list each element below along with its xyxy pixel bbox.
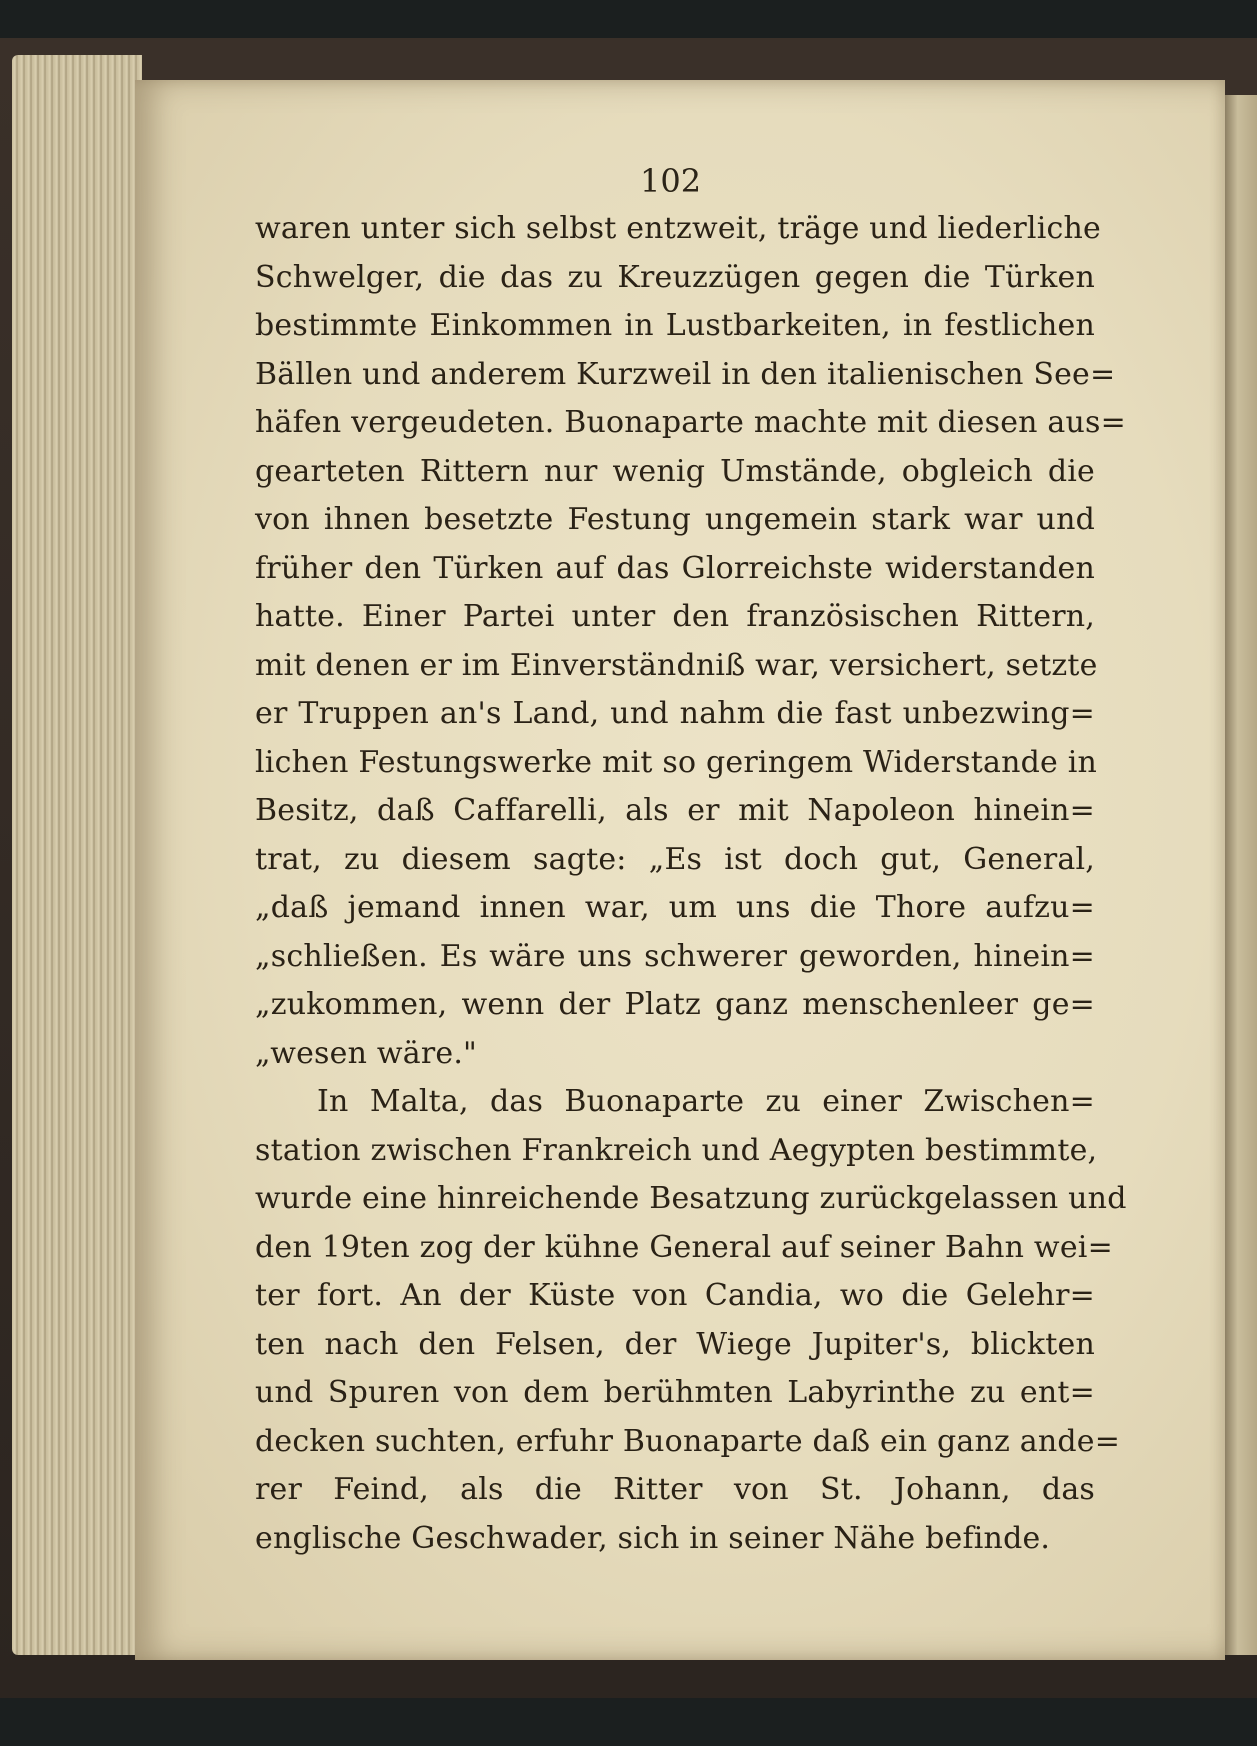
text-line: häfen vergeudeten. Buonaparte machte mit diesen aus= bbox=[255, 405, 1126, 440]
text-line: waren unter sich selbst entzweit, träge und liederliche bbox=[255, 211, 1101, 246]
next-page-edge bbox=[1225, 95, 1257, 1655]
text-line: ter fort. An der Küste von Candia, wo die Gelehr= bbox=[255, 1278, 1095, 1313]
paragraph-start-line: In Malta, das Buonaparte zu einer Zwischen= bbox=[317, 1084, 1095, 1119]
page-stack-edges bbox=[12, 55, 142, 1655]
text-line: trat, zu diesem sagte: „Es ist doch gut, General, bbox=[255, 841, 1095, 877]
text-line: „zukommen, wenn der Platz ganz menschenleer ge= bbox=[255, 987, 1095, 1022]
text-line: englische Geschwader, sich in seiner Nähe befinde. bbox=[255, 1520, 1051, 1556]
text-line: decken suchten, erfuhr Buonaparte daß ein ganz ande= bbox=[255, 1423, 1121, 1459]
text-line: gearteten Rittern nur wenig Umstände, obgleich die bbox=[255, 453, 1095, 489]
text-line: und Spuren von dem berühmten Labyrinthe zu ent= bbox=[255, 1375, 1095, 1410]
text-line: rer Feind, als die Ritter von St. Johann, das bbox=[255, 1472, 1095, 1507]
text-line: hatte. Einer Partei unter den französischen Rittern, bbox=[255, 599, 1095, 634]
text-line: Besitz, daß Caffarelli, als er mit Napoleon hinein= bbox=[255, 793, 1095, 828]
text-line: er Truppen an's Land, und nahm die fast unbezwing= bbox=[255, 696, 1095, 731]
text-line: Schwelger, die das zu Kreuzzügen gegen die Türken bbox=[255, 259, 1095, 295]
text-line: mit denen er im Einverständniß war, versichert, setzte bbox=[255, 647, 1098, 683]
text-line: den 19ten zog der kühne General auf seiner Bahn wei= bbox=[255, 1229, 1113, 1265]
text-line: von ihnen besetzte Festung ungemein stark war und bbox=[255, 502, 1095, 537]
page-text bbox=[255, 205, 1127, 1563]
text-line: „wesen wäre." bbox=[255, 1035, 478, 1071]
text-line: lichen Festungswerke mit so geringem Widerstande in bbox=[255, 744, 1098, 780]
text-line: Bällen und anderem Kurzweil in den italienischen See= bbox=[255, 356, 1116, 392]
text-line: „daß jemand innen war, um uns die Thore aufzu= bbox=[255, 890, 1095, 925]
text-line: ten nach den Felsen, der Wiege Jupiter's, blickten bbox=[255, 1326, 1095, 1362]
text-line: station zwischen Frankreich und Aegypten bestimmte, bbox=[255, 1132, 1098, 1168]
text-line: früher den Türken auf das Glorreichste widerstanden bbox=[255, 550, 1095, 586]
text-line: bestimmte Einkommen in Lustbarkeiten, in festlichen bbox=[255, 308, 1095, 343]
page-number: 102 bbox=[640, 162, 702, 200]
text-line: „schließen. Es wäre uns schwerer geworden, hinein= bbox=[255, 938, 1095, 974]
text-line: wurde eine hinreichende Besatzung zurückgelassen und bbox=[255, 1181, 1127, 1216]
